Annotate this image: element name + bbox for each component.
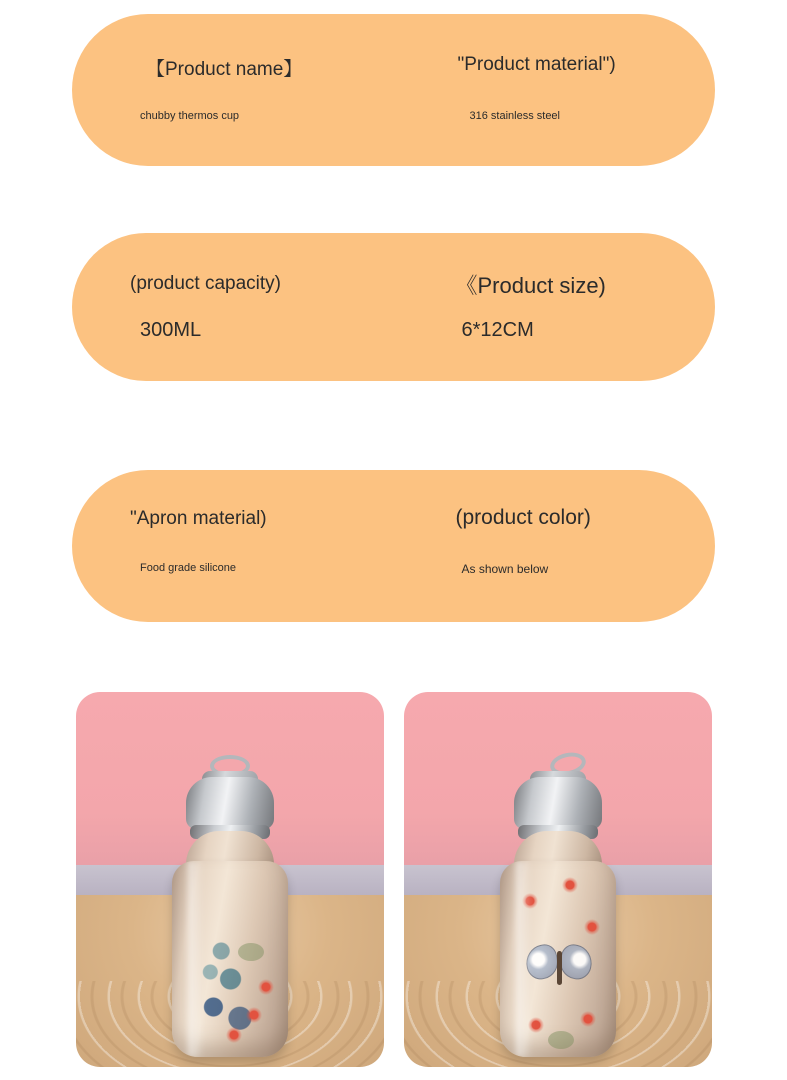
bottle-highlight: [188, 861, 204, 1057]
spec-card-apron-color: [72, 470, 715, 622]
spec-cell-product-material: [394, 14, 716, 166]
flower-motif: [246, 1007, 262, 1023]
spec-cell-product-name: [72, 14, 394, 166]
spec-label-product-material: "Product material"): [457, 54, 616, 75]
bottle-body: [500, 861, 616, 1057]
peacock-pattern-thermos-photo: [76, 692, 384, 1067]
flower-motif: [562, 877, 578, 893]
leaf-motif: [238, 943, 264, 961]
spec-cell-product-capacity: [72, 233, 394, 381]
spec-value-product-size: 6*12CM: [461, 319, 534, 341]
flower-motif: [580, 1011, 596, 1027]
spec-card-product-name-material: [72, 14, 715, 166]
spec-value-product-name: chubby thermos cup: [140, 110, 240, 122]
bottle-highlight: [516, 861, 532, 1057]
spec-value-apron-material: Food grade silicone: [140, 562, 237, 574]
butterfly-motif: [526, 945, 592, 999]
spec-cell-apron-material: [72, 470, 394, 622]
spec-cell-product-color: [394, 470, 716, 622]
butterfly-wing-right: [557, 942, 595, 982]
spec-value-product-capacity: 300ML: [140, 319, 202, 341]
spec-cell-product-size: [394, 233, 716, 381]
spec-label-product-color: (product color): [455, 506, 591, 529]
bottle-body: [172, 861, 288, 1057]
thermos-bottle-peacock: [164, 757, 296, 1057]
leaf-motif: [548, 1031, 574, 1049]
flower-motif: [226, 1027, 242, 1043]
flower-motif: [584, 919, 600, 935]
spec-label-product-size: 《Product size): [455, 273, 606, 298]
spec-label-product-name: 【Product name】: [146, 59, 303, 80]
flower-motif: [258, 979, 274, 995]
bottle-cap: [186, 777, 274, 829]
spec-label-product-capacity: (product capacity): [130, 273, 282, 294]
thermos-bottle-butterfly: [492, 757, 624, 1057]
butterfly-body: [557, 951, 562, 985]
spec-label-apron-material: "Apron material): [130, 508, 267, 529]
bottle-cap: [514, 777, 602, 829]
spec-card-capacity-size: [72, 233, 715, 381]
spec-value-product-material: 316 stainless steel: [469, 110, 560, 122]
butterfly-pattern-thermos-photo: [404, 692, 712, 1067]
spec-value-product-color: As shown below: [461, 562, 549, 576]
